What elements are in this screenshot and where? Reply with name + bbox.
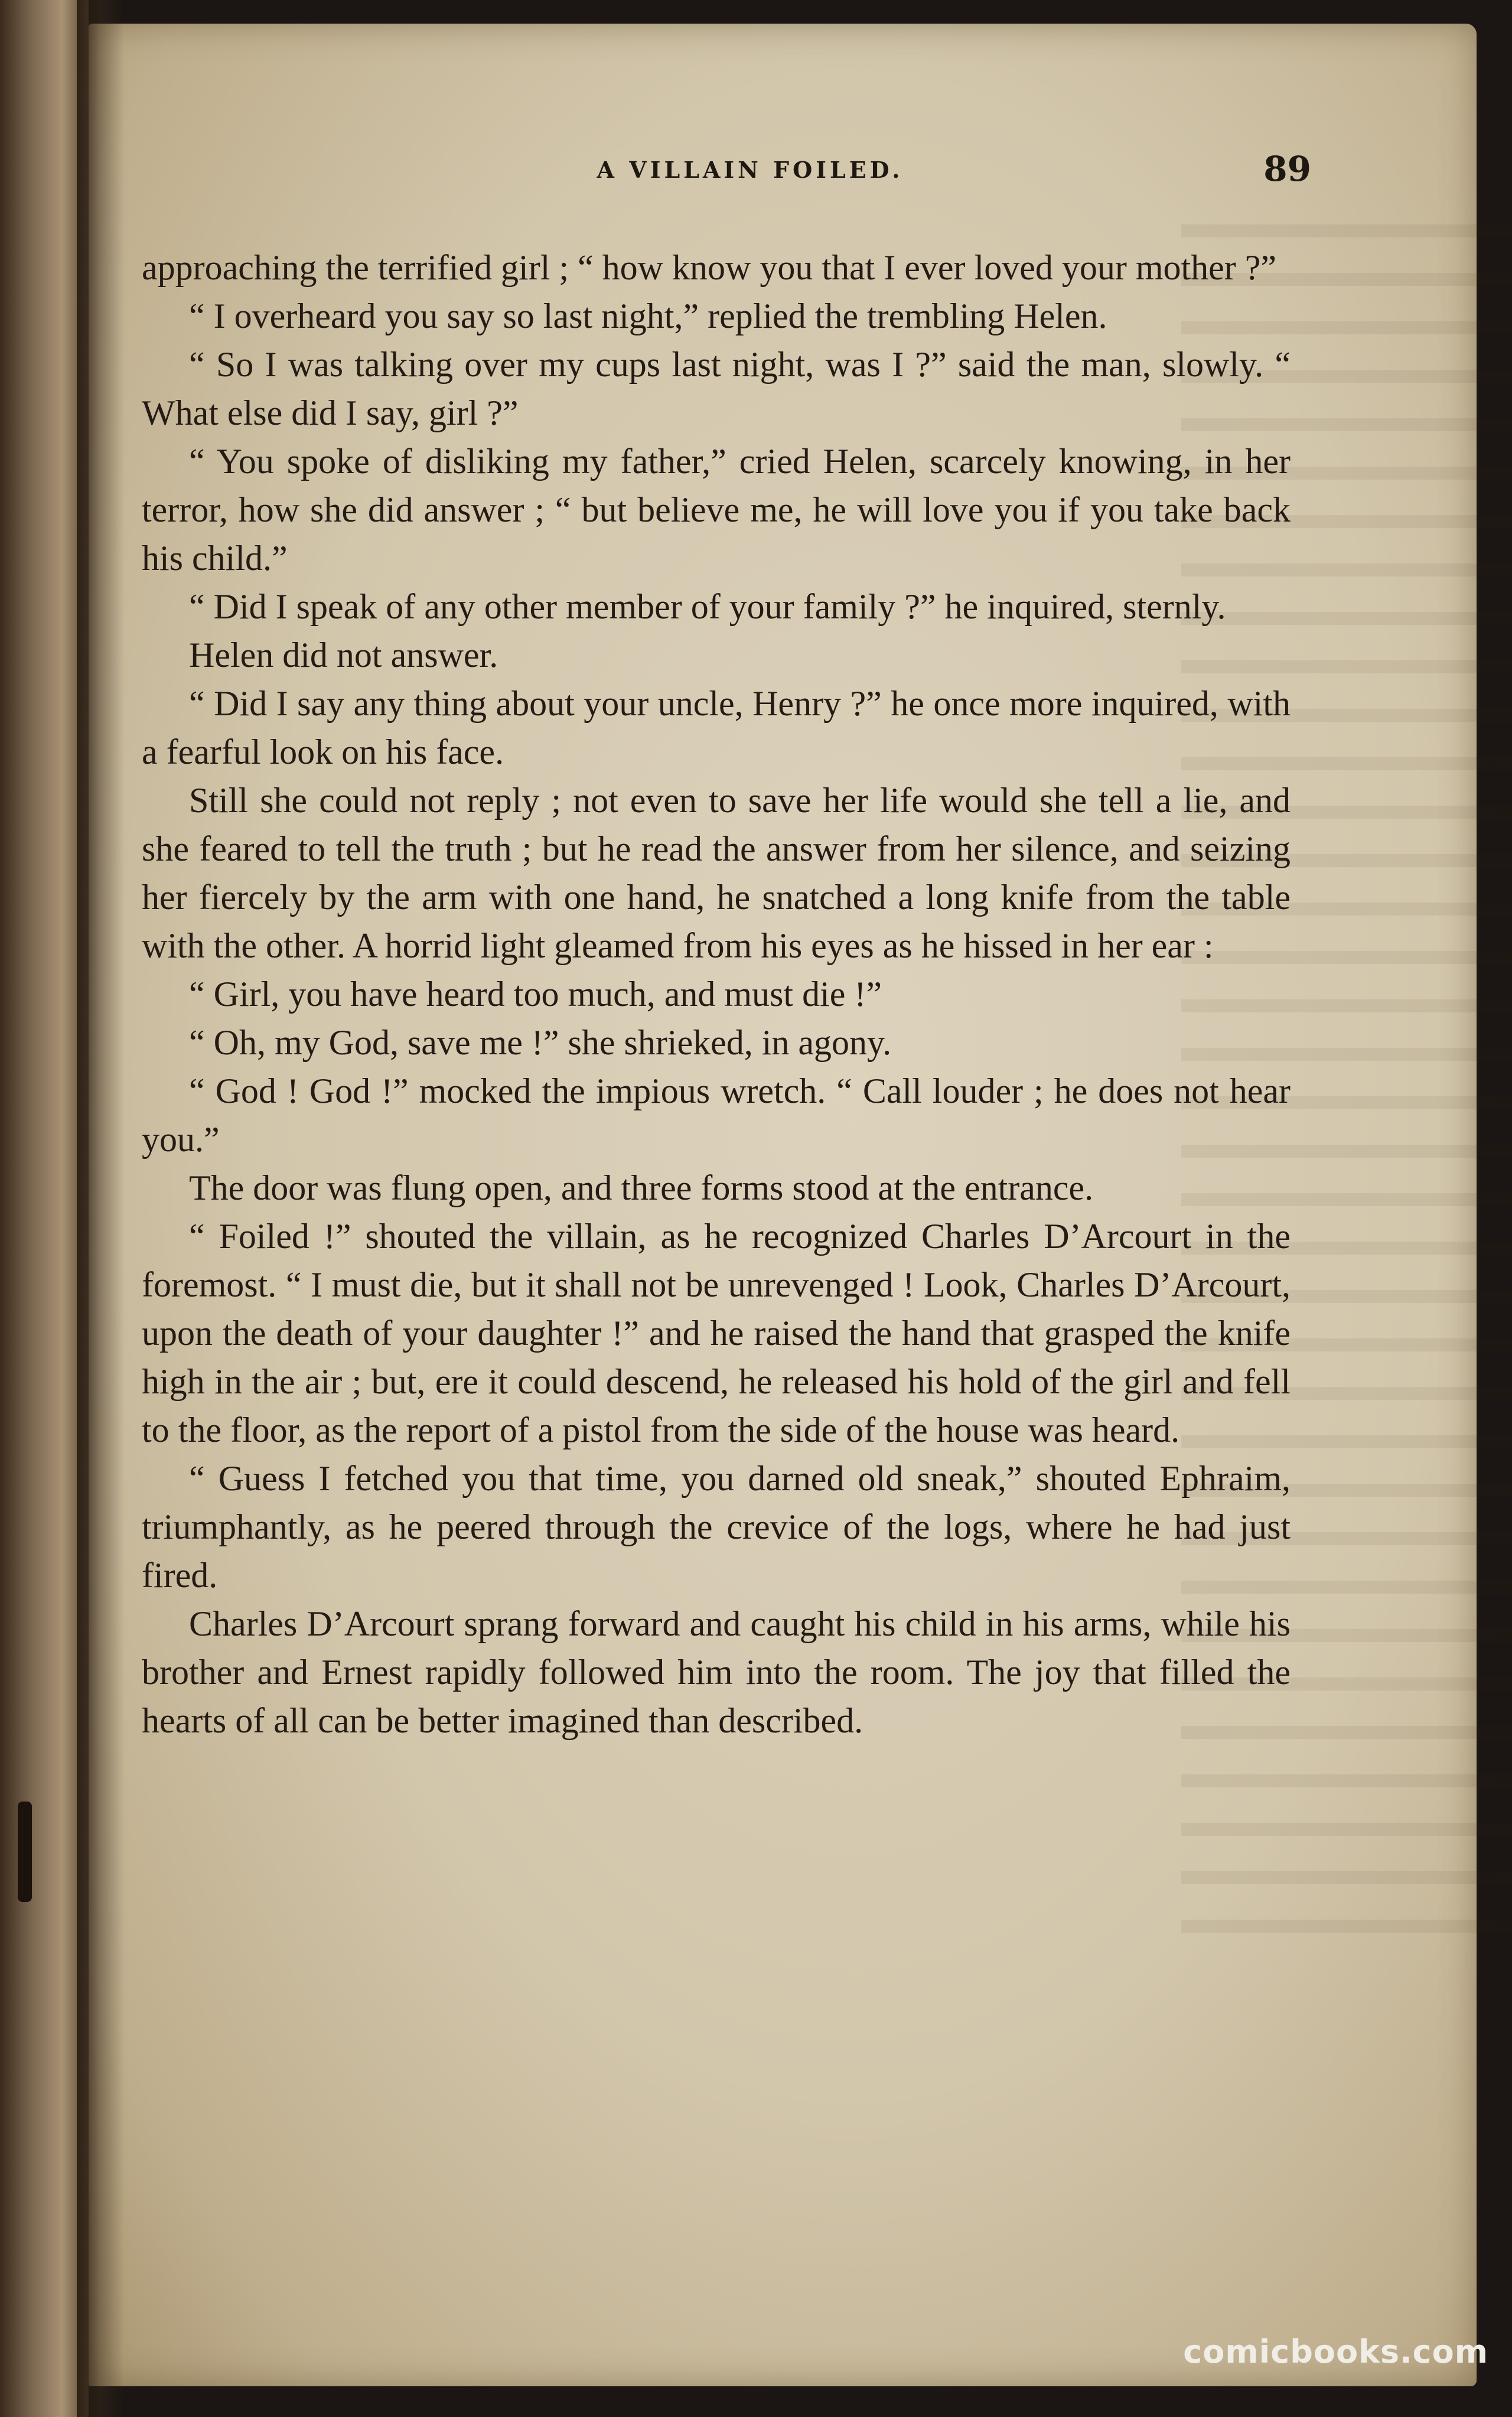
- paragraph: “ Guess I fetched you that time, you darned old sneak,” shouted Ephraim, triumphantly, as he peered through the crevice of the logs, where he had just fired.: [142, 1459, 1291, 1595]
- paragraph: Charles D’Arcourt sprang forward and caught his child in his arms, while his brother and Ernest rapidly followed him into the room. The joy that filled the hearts of all can be better imagined than described.: [142, 1604, 1291, 1740]
- paragraph: “ Oh, my God, save me !” she shrieked, in agony.: [189, 1023, 892, 1062]
- facing-page-edge: [0, 0, 89, 2417]
- watermark: comicbooks.com: [1183, 2333, 1488, 2370]
- paragraph: “ Girl, you have heard too much, and must die !”: [189, 975, 882, 1014]
- paragraph: approaching the terrified girl ; “ how know you that I ever loved your mother ?”: [142, 248, 1277, 287]
- paragraph: “ Did I say any thing about your uncle, Henry ?” he once more inquired, with a fearful look on his face.: [142, 684, 1291, 771]
- paragraph: “ So I was talking over my cups last night, was I ?” said the man, slowly. “ What else did I say, girl ?”: [142, 345, 1291, 432]
- paragraph: Still she could not reply ; not even to save her life would she tell a lie, and she feared to tell the truth ; but he read the answer from her silence, and seizing her fiercely by the arm with one hand, he snatched a long knife from the table with the other. A horrid light gleamed from his eyes as he hissed in her ear :: [142, 781, 1291, 965]
- running-head: A VILLAIN FOILED.: [597, 157, 904, 183]
- paragraph: “ Foiled !” shouted the villain, as he recognized Charles D’Arcourt in the foremost. “ I must die, but it shall not be unrevenged ! Look, Charles D’Arcourt, upon the death of your daughter !” and he raised the hand that grasped the knife high in the air ; but, ere it could descend, he released his hold of the girl and fell to the floor, as the report of a pistol from the side of the house was heard.: [142, 1217, 1291, 1449]
- paragraph: Helen did not answer.: [189, 636, 498, 675]
- binding-thread: [18, 1802, 32, 1902]
- paragraph: “ Did I speak of any other member of your family ?” he inquired, sternly.: [189, 587, 1226, 626]
- paragraph: The door was flung open, and three forms stood at the entrance.: [189, 1168, 1094, 1207]
- paragraph: “ God ! God !” mocked the impious wretch. “ Call louder ; he does not hear you.”: [142, 1071, 1291, 1159]
- paragraph: “ You spoke of disliking my father,” cried Helen, scarcely knowing, in her terror, how she did answer ; “ but believe me, he will love you if you take back his child.”: [142, 442, 1291, 578]
- paragraph: “ I overheard you say so last night,” replied the trembling Helen.: [189, 297, 1107, 335]
- body-text: [142, 243, 1291, 1745]
- page-number: 89: [1263, 149, 1311, 189]
- gutter-shadow: [77, 0, 124, 2417]
